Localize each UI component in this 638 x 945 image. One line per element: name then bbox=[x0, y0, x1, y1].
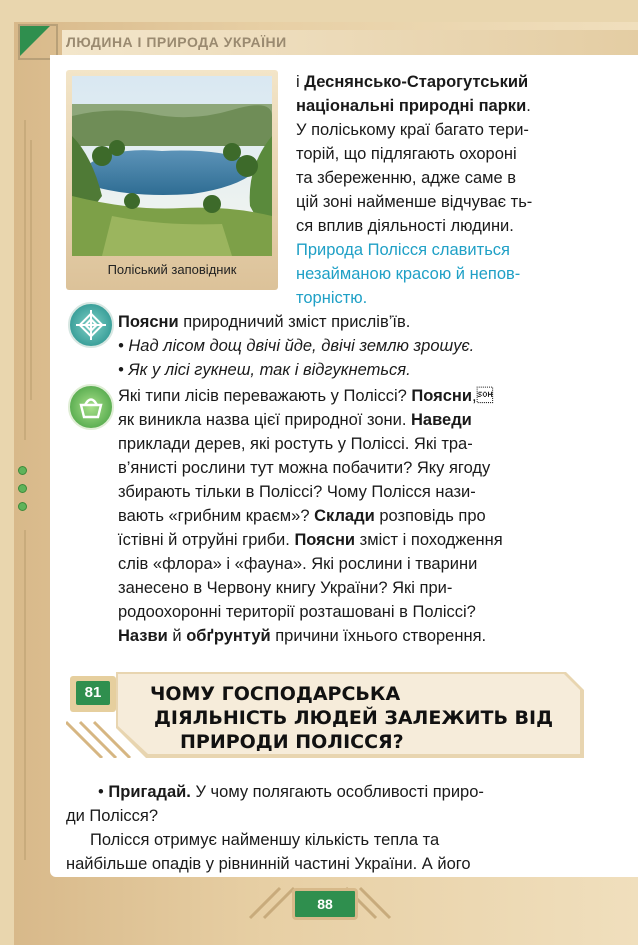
section-header bbox=[66, 672, 584, 758]
page-number: 88 bbox=[292, 888, 358, 920]
intro-line: цій зоні найменше відчуває ть- bbox=[296, 193, 533, 211]
proverb-item: • Над лісом дощ двічі йде, двічі землю зрошує. bbox=[118, 337, 475, 355]
rail-line-inner bbox=[30, 140, 32, 400]
bullet-dot-icon bbox=[18, 502, 27, 511]
intro-line: У поліському краї багато тери- bbox=[296, 121, 529, 139]
section-title-line: ПРИРОДИ ПОЛІССЯ? bbox=[180, 731, 404, 753]
basket-icon bbox=[68, 384, 114, 430]
intro-paragraph bbox=[296, 70, 584, 310]
task2-line: їстівні й отруйні гриби. Поясни зміст і походження bbox=[118, 531, 503, 549]
photo-caption: Поліський заповідник bbox=[107, 262, 237, 277]
highlight-line: незайманою красою й непов- bbox=[296, 265, 521, 283]
section-title bbox=[150, 682, 553, 754]
task2-line: як виникла назва цієї природної зони. Наведи bbox=[118, 411, 472, 429]
task2-line: Назви й обґрунтуй причини їхнього створення. bbox=[118, 627, 487, 645]
highlight-line: торністю. bbox=[296, 289, 368, 307]
recall-line2: ди Полісся? bbox=[66, 807, 159, 825]
task2-line: приклади дерев, які ростуть у Поліссі. Які тра- bbox=[118, 435, 473, 453]
section-number: 81 bbox=[76, 681, 110, 705]
intro-line: національні природні парки. bbox=[296, 97, 531, 115]
task1-block bbox=[118, 310, 588, 382]
proverb-item: • Як у лісі гукнеш, так і відгукнеться. bbox=[118, 361, 411, 379]
recall-line: • Пригадай. У чому полягають особливості приро- bbox=[98, 783, 484, 801]
task2-line: Які типи лісів переважають у Поліссі? Поясни, bbox=[118, 387, 494, 405]
section-title-line: ДІЯЛЬНІСТЬ ЛЮДЕЙ ЗАЛЕЖИТЬ ВІД bbox=[154, 707, 554, 729]
task2-block bbox=[118, 384, 584, 648]
task2-line: родоохоронні території розташовані в Поліссі? bbox=[118, 603, 476, 621]
bullet-dot-icon bbox=[18, 484, 27, 493]
rail-line-lower bbox=[24, 530, 26, 860]
body-text bbox=[66, 780, 584, 876]
task1-lead: Поясни природничий зміст прислів’їв. bbox=[118, 313, 411, 331]
rail-line-upper bbox=[24, 120, 26, 440]
task2-line: в’янисті рослини тут можна побачити? Яку ягоду bbox=[118, 459, 491, 477]
intro-line: і Деснянсько-Старогутський bbox=[296, 73, 529, 91]
section-title-line: ЧОМУ ГОСПОДАРСЬКА bbox=[150, 683, 401, 705]
bullet-dot-icon bbox=[18, 466, 27, 475]
task2-line: слів «флора» і «фауна». Які рослини і тварини bbox=[118, 555, 478, 573]
lake-photo bbox=[72, 76, 272, 256]
task2-line: вають «грибним краєм»? Склади розповідь про bbox=[118, 507, 486, 525]
body-line: Полісся отримує найменшу кількість тепла та bbox=[90, 831, 440, 849]
intro-line: та збереженню, адже саме в bbox=[296, 169, 517, 187]
intro-line: торій, що підлягають охороні bbox=[296, 145, 517, 163]
highlight-line: Природа Полісся славиться bbox=[296, 241, 510, 259]
ornament-icon bbox=[68, 302, 114, 348]
task2-line: занесено в Червону книгу України? Які при- bbox=[118, 579, 453, 597]
chapter-title: ЛЮДИНА І ПРИРОДА УКРАЇНИ bbox=[66, 34, 287, 50]
intro-line: ся вплив діяльності людини. bbox=[296, 217, 514, 235]
body-line: найбільше опадів у рівнинній частині України. А його bbox=[66, 855, 471, 873]
task2-line: збирають тільки в Поліссі? Чому Полісся нази- bbox=[118, 483, 476, 501]
